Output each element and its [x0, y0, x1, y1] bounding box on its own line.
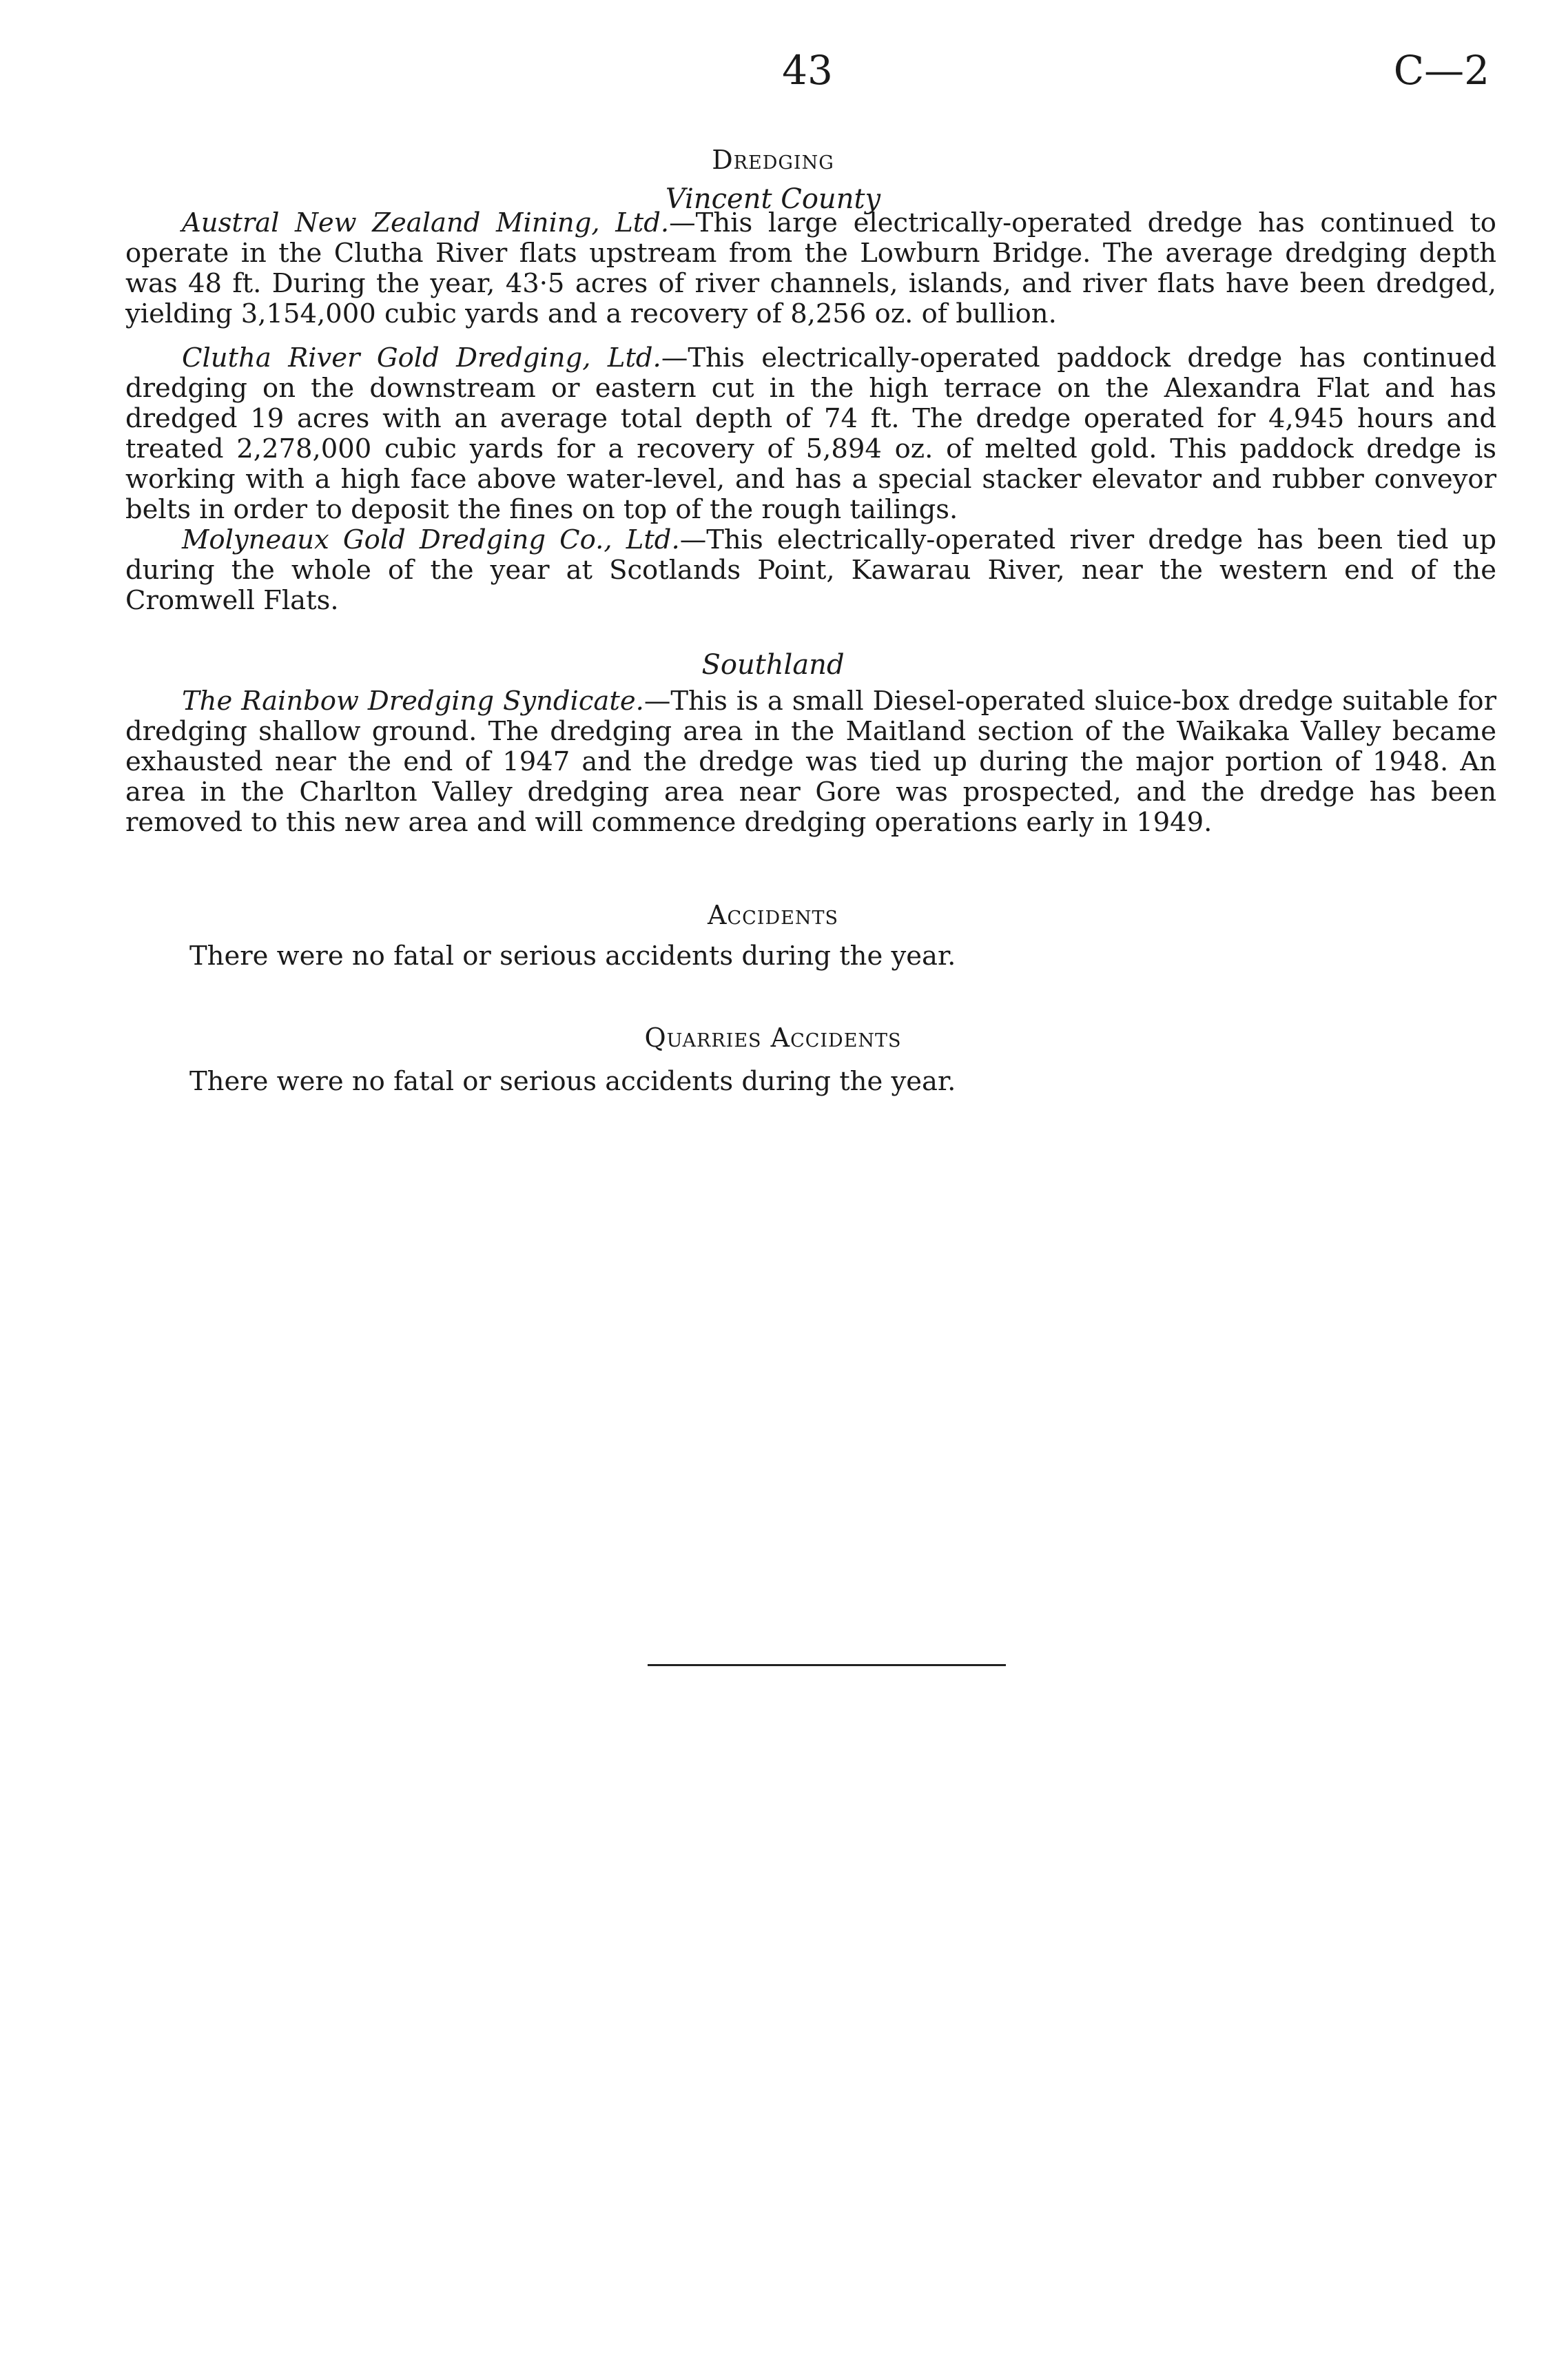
company-name: Austral New Zealand Mining, Ltd.	[182, 207, 670, 238]
paragraph-text: —This is a small Diesel-operated sluice-box dredge suitable for dredging shallow ground. The dredging area in the Maitland section of the Waikaka Valley became exhausted near the end of 1947 and the dredge was tied up during the major portion of 1948. An area in the Charlton Valley dredging area near Gore was prospected, and the dredge has been removed to this new area and will commence dredging operations early in 1949.	[125, 686, 1496, 838]
end-rule	[648, 1664, 1006, 1666]
dredging-heading: Dredging	[712, 145, 834, 175]
paragraph-clutha	[125, 343, 1496, 525]
company-name: The Rainbow Dredging Syndicate.	[182, 686, 644, 717]
paragraph-text: —This electrically-operated river dredge has been tied up during the whole of the year at Scotlands Point, Kawarau River, near the western end of the Cromwell Flats.	[125, 524, 1496, 616]
vincent-county-heading: Vincent County	[665, 183, 881, 215]
document-code: C—2	[1393, 47, 1490, 94]
paragraph-text: —This electrically-operated paddock dredge has continued dredging on the downstream or eastern cut in the high terrace on the Alexandra Flat and has dredged 19 acres with an average total depth of 74 ft. The dredge operated for 4,945 hours and treated 2,278,000 cubic yards for a recovery of 5,894 oz. of melted gold. This paddock dredge is working with a high face above water-level, and has a special stacker elevator and rubber conveyor belts in order to deposit the fines on top of the rough tailings.	[125, 342, 1496, 525]
company-name: Clutha River Gold Dredging, Ltd.	[182, 342, 661, 373]
company-name: Molyneaux Gold Dredging Co., Ltd.	[182, 524, 680, 555]
accidents-heading: Accidents	[708, 900, 838, 930]
paragraph-text: —This large electrically-operated dredge has continued to operate in the Clutha River flats upstream from the Lowburn Bridge. The average dredging depth was 48 ft. During the year, 43·5 acres of river channels, islands, and river flats have been dredged, yielding 3,154,000 cubic yards and a recovery of 8,256 oz. of bullion.	[125, 207, 1496, 329]
quarries-accidents-heading: Quarries Accidents	[644, 1023, 902, 1053]
page-number: 43	[782, 47, 833, 94]
accidents-text: There were no fatal or serious accidents during the year.	[189, 941, 956, 972]
paragraph-rainbow	[125, 686, 1496, 838]
quarries-accidents-text: There were no fatal or serious accidents during the year.	[189, 1066, 956, 1097]
paragraph-austral	[125, 208, 1496, 329]
southland-heading: Southland	[701, 649, 845, 681]
paragraph-molyneaux	[125, 525, 1496, 616]
